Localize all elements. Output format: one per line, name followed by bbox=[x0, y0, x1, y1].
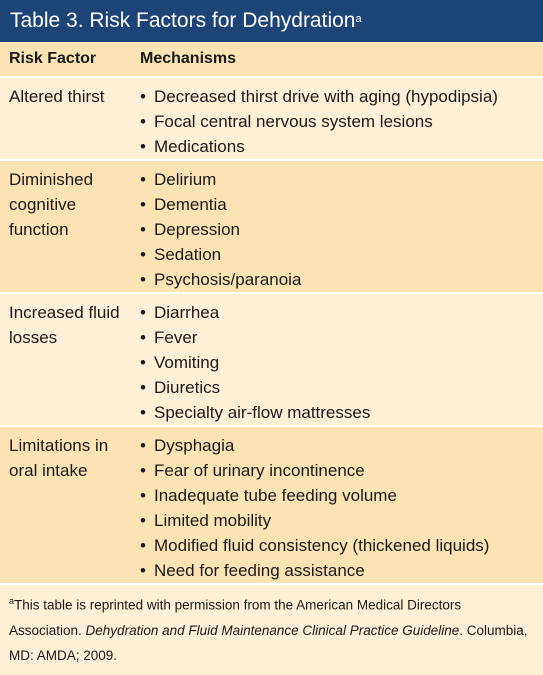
mechanism-item: • Vomiting bbox=[140, 350, 543, 375]
risk-factor-cell bbox=[0, 427, 140, 583]
risk-factor-line: function bbox=[9, 220, 69, 239]
risk-factor-line: Diminished bbox=[9, 170, 94, 189]
mechanisms-cell bbox=[140, 294, 543, 425]
footnote-text-2: . Columbia, MD: AMDA; 2009. bbox=[9, 622, 528, 663]
mechanism-item: • Delirium bbox=[140, 167, 543, 192]
risk-factor-cell bbox=[0, 294, 140, 425]
risk-factor-line: losses bbox=[9, 328, 58, 347]
mechanism-item: • Focal central nervous system lesions bbox=[140, 109, 543, 134]
table-row bbox=[0, 294, 543, 427]
mechanism-item: • Limited mobility bbox=[140, 508, 543, 533]
risk-factor-cell bbox=[0, 161, 140, 292]
header-mechanisms: Mechanisms bbox=[140, 50, 237, 67]
mechanism-item: • Need for feeding assistance bbox=[140, 558, 543, 583]
mechanism-item: • Diarrhea bbox=[140, 300, 543, 325]
table-row bbox=[0, 427, 543, 585]
mechanisms-list bbox=[140, 84, 543, 159]
mechanism-item: • Specialty air-flow mattresses bbox=[140, 400, 543, 425]
title-footnote-marker: a bbox=[355, 13, 362, 25]
mechanisms-list bbox=[140, 433, 543, 583]
risk-factor-line: Limitations in bbox=[9, 436, 109, 455]
table-footnote bbox=[0, 585, 543, 668]
footnote-marker: a bbox=[9, 596, 15, 606]
mechanism-item: • Inadequate tube feeding volume bbox=[140, 483, 543, 508]
table-title-text: Table 3. Risk Factors for Dehydration bbox=[10, 9, 356, 32]
mechanisms-list bbox=[140, 167, 543, 292]
table-row bbox=[0, 161, 543, 294]
mechanism-item: • Dysphagia bbox=[140, 433, 543, 458]
mechanisms-list bbox=[140, 300, 543, 425]
table-header-row bbox=[0, 42, 543, 78]
mechanisms-cell bbox=[140, 427, 543, 583]
mechanisms-cell bbox=[140, 78, 543, 159]
mechanisms-cell bbox=[140, 161, 543, 292]
table-row bbox=[0, 78, 543, 161]
mechanism-item: • Fever bbox=[140, 325, 543, 350]
table-title bbox=[0, 0, 543, 42]
mechanism-item: • Fear of urinary incontinence bbox=[140, 458, 543, 483]
risk-factor-line: Altered thirst bbox=[9, 87, 105, 106]
mechanism-item: • Sedation bbox=[140, 242, 543, 267]
footnote-text-1: This table is reprinted with permission from the American Medical Directors Association. bbox=[9, 597, 462, 638]
mechanism-item: • Depression bbox=[140, 217, 543, 242]
mechanism-item: • Modified fluid consistency (thickened liquids) bbox=[140, 533, 543, 558]
footnote-citation-title: Dehydration and Fluid Maintenance Clinical Practice Guideline bbox=[85, 622, 460, 638]
risk-factor-line: cognitive bbox=[9, 195, 77, 214]
table-body bbox=[0, 78, 543, 585]
mechanism-item: • Decreased thirst drive with aging (hypodipsia) bbox=[140, 84, 543, 109]
risk-factor-cell bbox=[0, 78, 140, 159]
mechanism-item: • Dementia bbox=[140, 192, 543, 217]
risk-factor-line: oral intake bbox=[9, 461, 88, 480]
header-risk-factor: Risk Factor bbox=[9, 50, 97, 67]
mechanism-item: • Psychosis/paranoia bbox=[140, 267, 543, 292]
mechanism-item: • Diuretics bbox=[140, 375, 543, 400]
mechanism-item: • Medications bbox=[140, 134, 543, 159]
risk-factor-line: Increased fluid bbox=[9, 303, 120, 322]
